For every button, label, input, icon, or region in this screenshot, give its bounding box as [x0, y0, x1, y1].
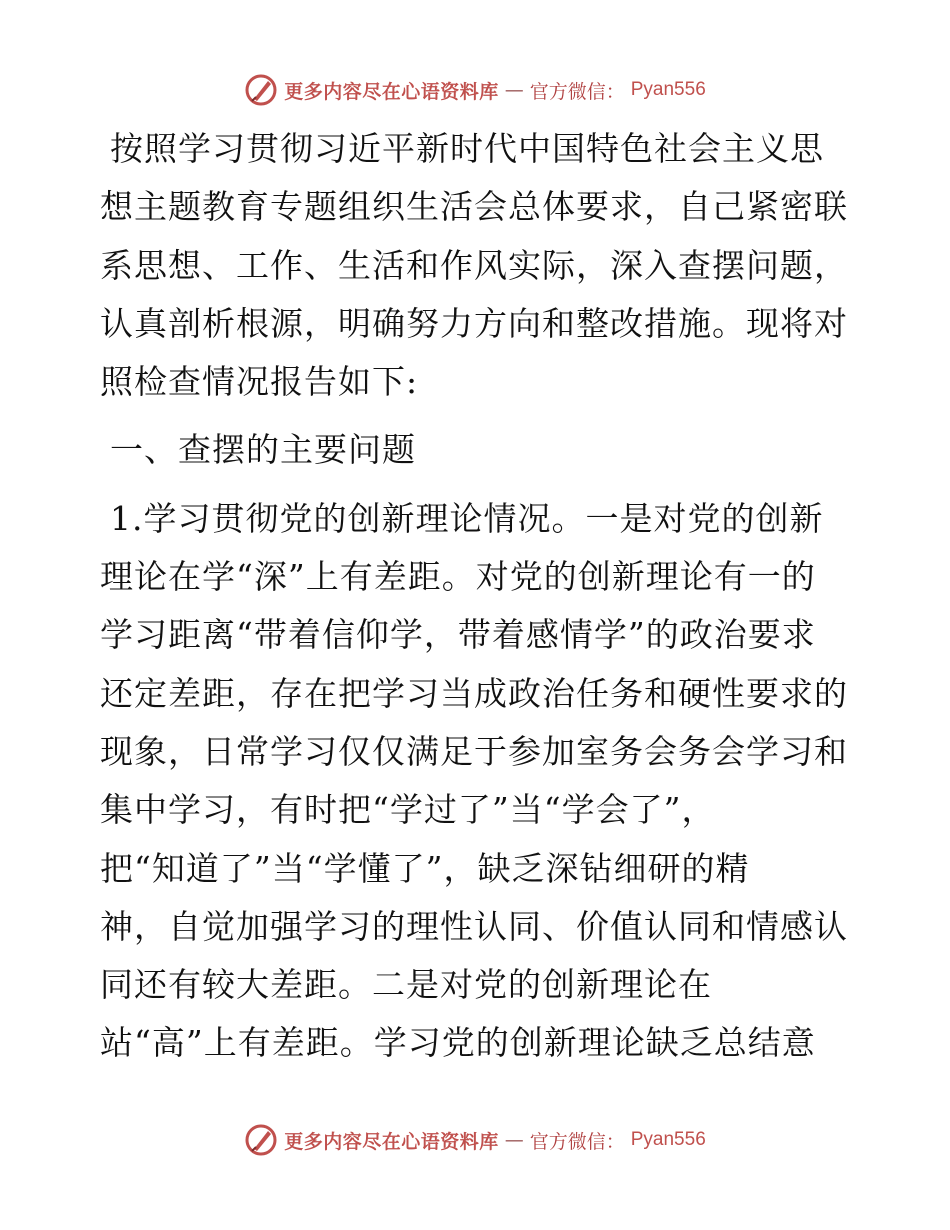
body-line: 神，自觉加强学习的理性认同、价值认同和情感认	[100, 906, 848, 946]
body-line: 集中学习，有时把“学过了”当“学会了”，	[100, 790, 716, 830]
intro-line: 按照学习贯彻习近平新时代中国特色社会主义思	[110, 129, 824, 168]
footer-banner	[0, 1118, 950, 1162]
body-line: 站“高”上有差距。学习党的创新理论缺乏总结意	[100, 1023, 816, 1063]
body-line: 理论在学“深”上有差距。对党的创新理论有一的	[100, 557, 816, 597]
header-separator: —	[504, 79, 524, 101]
intro-line: 照检查情况报告如下:	[100, 362, 419, 402]
quill-pen-icon	[244, 1123, 278, 1157]
footer-wechat-label: 官方微信：	[529, 1130, 625, 1153]
intro-line: 系思想、工作、生活和作风实际，深入查摆问题，	[100, 245, 848, 285]
footer-wechat-id: Pyan556	[630, 1129, 706, 1150]
body-line: 1.学习贯彻党的创新理论情况。一是对党的创新	[110, 498, 824, 538]
header-wechat-label: 官方微信：	[529, 80, 625, 103]
body-line: 把“知道了”当“学懂了”，缺乏深钻细研的精	[100, 848, 750, 888]
section-heading: 一、查摆的主要问题	[110, 430, 416, 470]
body-line: 还定差距，存在把学习当成政治任务和硬性要求的	[100, 673, 848, 713]
header-wechat-id: Pyan556	[630, 79, 706, 100]
header-brand-text: 更多内容尽在心语资料库	[284, 80, 499, 103]
footer-brand-text: 更多内容尽在心语资料库	[284, 1130, 499, 1153]
footer-separator: —	[504, 1129, 524, 1151]
body-line: 现象，日常学习仅仅满足于参加室务会务会学习和	[100, 731, 848, 771]
body-line: 同还有较大差距。二是对党的创新理论在	[100, 965, 712, 1005]
intro-line: 想主题教育专题组织生活会总体要求，自己紧密联	[100, 187, 848, 227]
body-line: 学习距离“带着信仰学，带着感情学”的政治要求	[100, 615, 816, 655]
quill-pen-icon	[244, 73, 278, 107]
header-banner	[0, 68, 950, 112]
intro-line: 认真剖析根源，明确努力方向和整改措施。现将对	[100, 303, 848, 343]
document-body	[100, 120, 860, 1073]
